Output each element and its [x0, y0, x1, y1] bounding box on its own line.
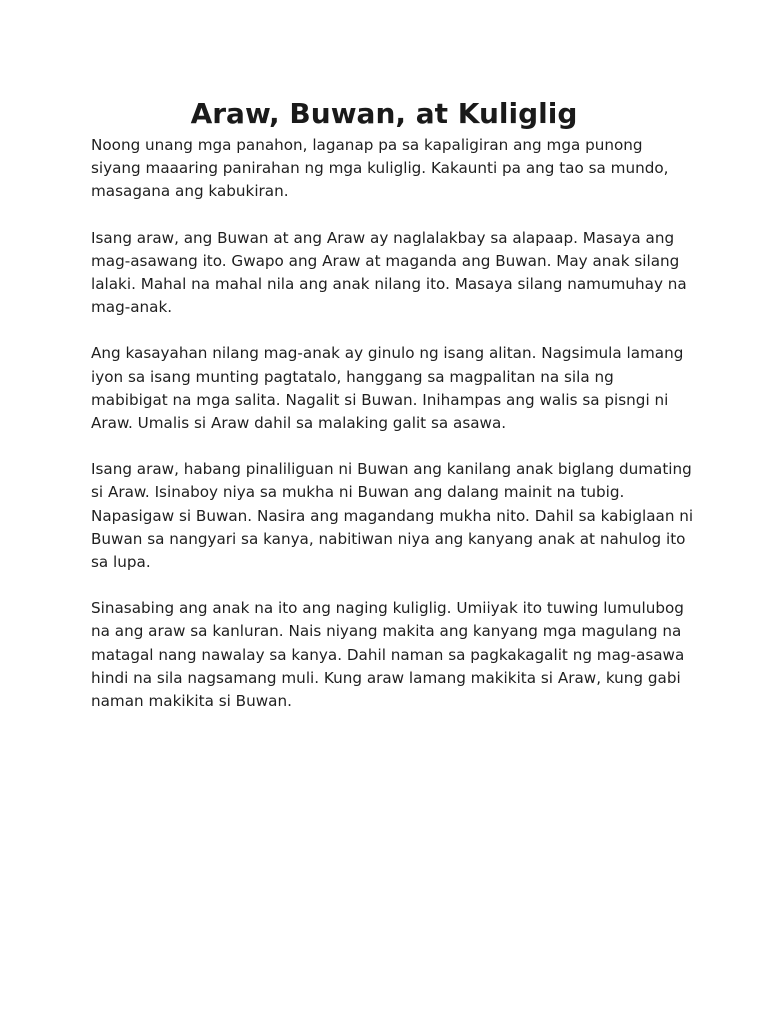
- text-line: mag-asawang ito. Gwapo ang Araw at maganda ang Buwan. May anak silang: [91, 251, 680, 270]
- text-line: hindi na sila nagsamang muli. Kung araw lamang makikita si Araw, kung gabi: [91, 668, 681, 687]
- text-line: Ang kasayahan nilang mag-anak ay ginulo ng isang alitan. Nagsimula lamang: [91, 344, 684, 363]
- document-title: Araw, Buwan, at Kuliglig: [190, 97, 578, 130]
- text-line: Araw. Umalis si Araw dahil sa malaking galit sa asawa.: [91, 414, 507, 433]
- text-line: na ang araw sa kanluran. Nais niyang makita ang kanyang mga magulang na: [91, 622, 682, 641]
- text-line: matagal nang nawalay sa kanya. Dahil naman sa pagkakagalit ng mag-asawa: [91, 645, 685, 664]
- paragraph: [91, 597, 691, 713]
- paragraph: [91, 134, 691, 204]
- text-line: mag-anak.: [91, 298, 173, 317]
- text-line: Sinasabing ang anak na ito ang naging kuliglig. Umiiyak ito tuwing lumulubog: [91, 599, 684, 618]
- text-line: Isang araw, ang Buwan at ang Araw ay naglalakbay sa alapaap. Masaya ang: [91, 228, 675, 247]
- paragraph: [91, 342, 691, 435]
- text-line: Isang araw, habang pinaliliguan ni Buwan ang kanilang anak biglang dumating: [91, 460, 692, 479]
- text-line: naman makikita si Buwan.: [91, 692, 292, 711]
- text-line: siyang maaaring panirahan ng mga kuliglig. Kakaunti pa ang tao sa mundo,: [91, 159, 669, 178]
- text-line: iyon sa isang munting pagtatalo, hanggang sa magpalitan na sila ng: [91, 367, 614, 386]
- text-line: Noong unang mga panahon, laganap pa sa kapaligiran ang mga punong: [91, 136, 643, 154]
- paragraph: [91, 227, 691, 320]
- text-line: si Araw. Isinaboy niya sa mukha ni Buwan ang dalang mainit na tubig.: [91, 483, 625, 502]
- document-body: [91, 134, 694, 736]
- text-line: lalaki. Mahal na mahal nila ang anak nilang ito. Masaya silang namumuhay na: [91, 275, 687, 294]
- text-line: Napasigaw si Buwan. Nasira ang magandang mukha nito. Dahil sa kabiglaan ni: [91, 506, 694, 525]
- text-line: Buwan sa nangyari sa kanya, nabitiwan niya ang kanyang anak at nahulog ito: [91, 529, 686, 548]
- text-line: mabibigat na mga salita. Nagalit si Buwan. Inihampas ang walis sa pisngi ni: [91, 390, 669, 409]
- paragraph: [91, 458, 694, 574]
- text-line: sa lupa.: [91, 553, 151, 572]
- text-line: masagana ang kabukiran.: [91, 182, 289, 201]
